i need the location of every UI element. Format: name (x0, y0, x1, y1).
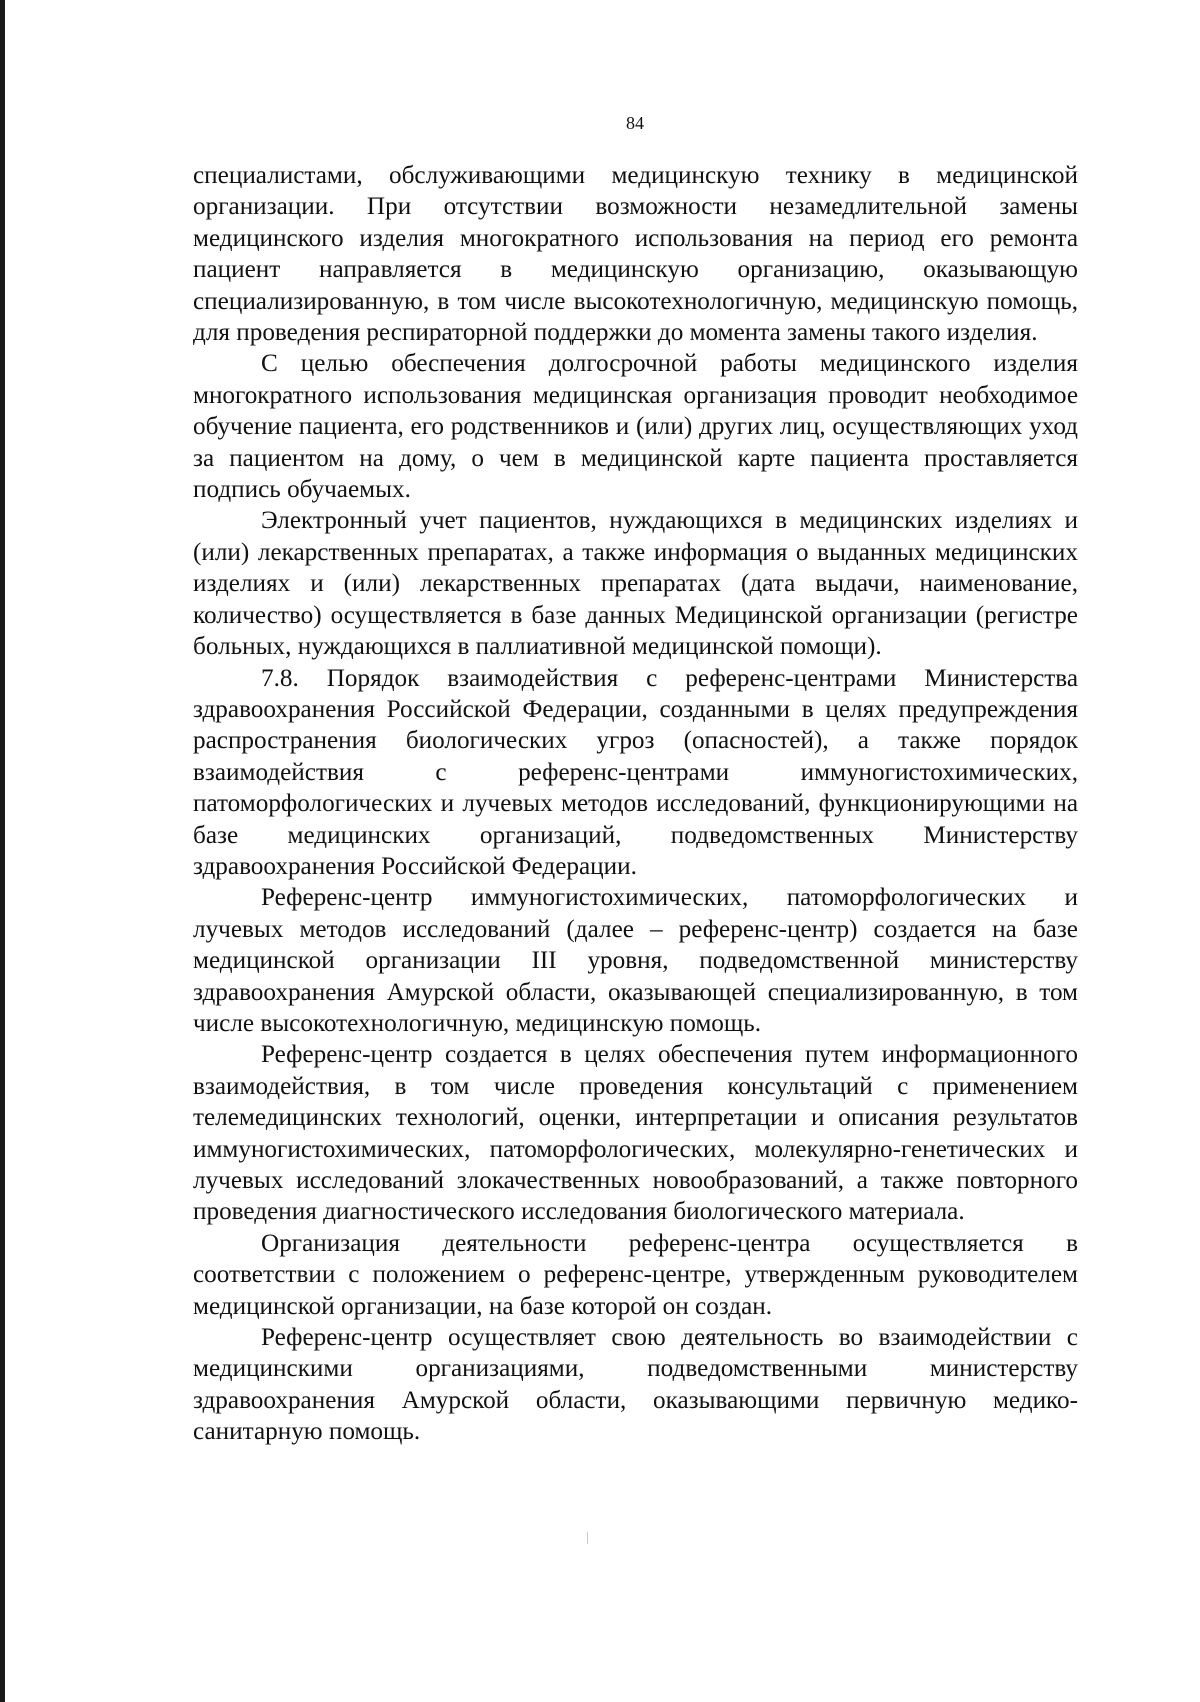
scan-artifact (587, 1532, 588, 1544)
paragraph-reference-center-cooperation: Референс-центр осуществляет свою деятельность во взаимодействии с медицинскими организациями, подведомственными министерству здравоохранения Амурской области, оказывающими первичную медико-санитарную помощь. (193, 1324, 1078, 1446)
document-body (193, 160, 1078, 1448)
section-heading-7-8: 7.8. Порядок взаимодействия с референс-центрами Министерства здравоохранения Российской Федерации, созданными в целях предупреждения распространения биологических угроз (опасностей), а также порядок взаимодействия с референс-центрами иммуногистохимических, патоморфологических и лучевых методов исследований, функционирующими на базе медицинских организаций, подведомственных Министерству здравоохранения Российской Федерации. (193, 664, 1078, 880)
paragraph-reference-center-definition: Референс-центр иммуногистохимических, патоморфологических и лучевых методов исследований (далее – референс-центр) создается на базе медицинской организации III уровня, подведомственной министерству здравоохранения Амурской области, оказывающей специализированную, в том числе высокотехнологичную, медицинскую помощь. (193, 884, 1078, 1037)
paragraph-electronic-registry: Электронный учет пациентов, нуждающихся в медицинских изделиях и (или) лекарственных препаратах, а также информация о выданных медицинских изделиях и (или) лекарственных препаратах (дата выдачи, наименование, количество) осуществляется в базе данных Медицинской организации (регистре больных, нуждающихся в паллиативной медицинской помощи). (193, 507, 1078, 661)
paragraph-reference-center-organization: Организация деятельности референс-центра осуществляется в соответствии с положением о референс-центре, утвержденным руководителем медицинской организации, на базе которой он создан. (193, 1229, 1078, 1320)
paragraph-reference-center-purpose: Референс-центр создается в целях обеспечения путем информационного взаимодействия, в том числе проведения консультаций с применением телемедицинских технологий, оценки, интерпретации и описания результатов иммуногистохимических, патоморфологических, молекулярно-генетических и лучевых исследований злокачественных новообразований, а также повторного проведения диагностического исследования биологического материала. (193, 1041, 1078, 1226)
page-number: 84 (626, 113, 644, 133)
scan-left-edge (0, 0, 5, 1702)
paragraph-continuation: специалистами, обслуживающими медицинскую технику в медицинской организации. При отсутствии возможности незамедлительной замены медицинского изделия многократного использования на период его ремонта пациент направляется в медицинскую организацию, оказывающую специализированную, в том числе высокотехнологичную, медицинскую помощь, для проведения респираторной поддержки до момента замены такого изделия. (193, 162, 1078, 347)
paragraph-patient-training: С целью обеспечения долгосрочной работы медицинского изделия многократного использования медицинская организация проводит необходимое обучение пациента, его родственников и (или) других лиц, осуществляющих уход за пациентом на дому, о чем в медицинской карте пациента проставляется подпись обучаемых. (193, 350, 1078, 504)
